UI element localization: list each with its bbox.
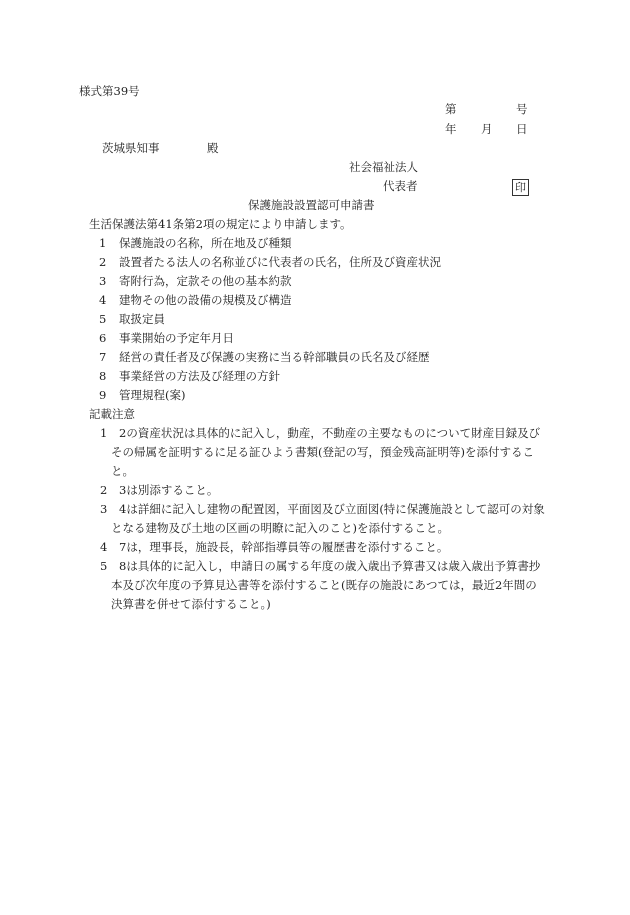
- date-month: 月: [481, 122, 493, 136]
- item-number: 6: [99, 331, 107, 345]
- item-number: 5: [99, 312, 107, 326]
- date-year: 年: [445, 122, 457, 136]
- note-line: 決算書を併せて添付すること。): [111, 597, 271, 611]
- note-number: 1: [100, 426, 108, 440]
- form-number: 様式第39号: [79, 84, 140, 98]
- applicant-organization: 社会福祉法人: [349, 160, 418, 174]
- addressee-honorific: 殿: [207, 141, 219, 155]
- item-number: 4: [99, 293, 107, 307]
- item-text: 取扱定員: [119, 312, 165, 326]
- note-line: 8は具体的に記入し，申請日の属する年度の歳入歳出予算書又は歳入歳出予算書抄: [119, 559, 541, 573]
- note-line: と。: [111, 464, 134, 478]
- item-number: 2: [99, 255, 107, 269]
- item-text: 寄附行為，定款その他の基本約款: [119, 274, 292, 288]
- item-text: 経営の責任者及び保護の実務に当る幹部職員の氏名及び経歴: [119, 350, 430, 364]
- item-number: 1: [99, 236, 107, 250]
- applicant-representative: 代表者: [383, 179, 418, 193]
- note-line: 7は，理事長，施設長，幹部指導員等の履歴書を添付すること。: [119, 540, 449, 554]
- date-day: 日: [516, 122, 528, 136]
- item-text: 建物その他の設備の規模及び構造: [119, 293, 292, 307]
- item-text: 管理規程(案): [119, 388, 186, 402]
- note-line: その帰属を証明するに足る証ひよう書類(登記の写，預金残高証明等)を添付するこ: [111, 445, 534, 459]
- note-number: 2: [100, 483, 108, 497]
- note-line: 3は別添すること。: [119, 483, 219, 497]
- item-text: 保護施設の名称，所在地及び種類: [119, 236, 292, 250]
- note-line: 2の資産状況は具体的に記入し，動産，不動産の主要なものについて財産目録及び: [119, 426, 541, 440]
- intro-statement: 生活保護法第41条第2項の規定により申請します。: [89, 217, 352, 231]
- note-line: 本及び次年度の予算見込書等を添付すること(既存の施設にあつては，最近2年間の: [111, 578, 537, 592]
- item-text: 事業開始の予定年月日: [119, 331, 234, 345]
- note-number: 4: [100, 540, 108, 554]
- note-number: 5: [100, 559, 108, 573]
- item-text: 設置者たる法人の名称並びに代表者の氏名，住所及び資産状況: [119, 255, 441, 269]
- note-line: となる建物及び土地の区画の明瞭に記入のこと)を添付すること。: [111, 521, 449, 535]
- item-text: 事業経営の方法及び経理の方針: [119, 369, 280, 383]
- number-suffix: 号: [516, 102, 528, 116]
- item-number: 8: [99, 369, 107, 383]
- item-number: 7: [99, 350, 107, 364]
- notes-heading: 記載注意: [89, 407, 135, 421]
- addressee-name: 茨城県知事: [102, 141, 160, 155]
- note-number: 3: [100, 502, 108, 516]
- note-line: 4は詳細に記入し建物の配置図，平面図及び立面図(特に保護施設として認可の対象: [119, 502, 545, 516]
- item-number: 3: [99, 274, 107, 288]
- number-prefix: 第: [445, 102, 457, 116]
- document-title: 保護施設設置認可申請書: [248, 198, 375, 212]
- seal-mark: 印: [512, 179, 529, 196]
- item-number: 9: [99, 388, 107, 402]
